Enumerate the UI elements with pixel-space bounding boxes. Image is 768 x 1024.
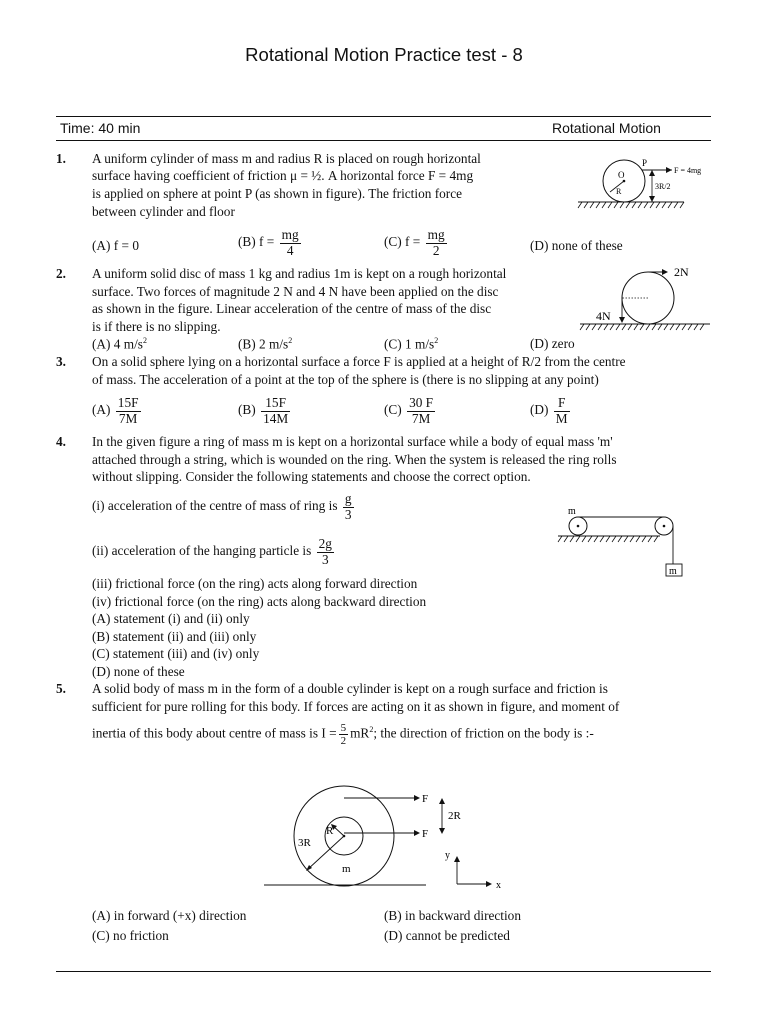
option-c[interactable] — [384, 396, 437, 426]
question-text-line-3 — [92, 722, 594, 747]
question-number: 3. — [56, 354, 66, 369]
height-label: 3R/2 — [655, 182, 671, 191]
question-number: 4. — [56, 434, 66, 449]
option-c[interactable]: (C) statement (iii) and (iv) only — [92, 646, 260, 661]
footer-divider — [56, 971, 711, 972]
formula-exponent: 2 — [369, 725, 374, 735]
option-b[interactable]: (B) in backward direction — [384, 908, 521, 923]
question-number: 5. — [56, 681, 66, 696]
option-b[interactable] — [238, 228, 303, 258]
double-cylinder-figure — [260, 776, 520, 894]
disc-figure — [578, 262, 712, 334]
fraction-numerator: g — [344, 491, 352, 506]
time-label: Time: 40 min — [60, 120, 141, 136]
option-exponent: 2 — [288, 336, 293, 345]
option-a[interactable]: (A) statement (i) and (ii) only — [92, 611, 250, 626]
question-text-line: between cylinder and floor — [92, 204, 235, 219]
block-mass-label: m — [669, 566, 677, 577]
question-text-line: A solid body of mass m in the form of a double cylinder is kept on a rough surface and friction is — [92, 681, 608, 696]
statement-iii: (iii) frictional force (on the ring) acts along forward direction — [92, 576, 418, 591]
option-label: (D) — [530, 402, 549, 418]
option-b[interactable] — [238, 396, 292, 426]
option-d[interactable]: (D) none of these — [92, 664, 185, 679]
statement-ii — [92, 537, 336, 567]
subject-label: Rotational Motion — [552, 120, 661, 136]
mass-label: m — [342, 863, 351, 875]
fraction-denominator: 2 — [432, 242, 440, 258]
question-text-line: On a solid sphere lying on a horizontal surface a force F is applied at a height of R/2 from the centre — [92, 354, 626, 369]
fraction-denominator: M — [555, 410, 568, 426]
point-p-label: P — [642, 158, 648, 168]
x-axis-label: x — [496, 880, 501, 891]
force-4n-label: 4N — [596, 309, 611, 323]
question-text: ; the direction of friction on the body is :- — [373, 725, 594, 741]
fraction-numerator: 15F — [117, 395, 139, 410]
question-number: 1. — [56, 151, 66, 166]
y-axis-label: y — [445, 850, 450, 861]
question-text: inertia of this body about centre of mass is — [92, 725, 318, 741]
question-text-line: attached through a string, which is wounded on the ring. When the system is released the ring rolls — [92, 452, 617, 467]
distance-label: 2R — [448, 810, 461, 822]
option-label: (A) — [92, 402, 111, 418]
option-b[interactable] — [238, 336, 292, 352]
header-divider — [56, 116, 711, 117]
formula-mr: mR — [350, 725, 370, 741]
question-text-line: is if there is no slipping. — [92, 319, 221, 334]
option-a[interactable]: (A) f = 0 — [92, 238, 140, 253]
fraction-denominator: 4 — [286, 242, 294, 258]
question-text-line: surface having coefficient of friction μ = ½. A horizontal force F = 4mg — [92, 168, 474, 183]
force-mid-label: F — [422, 828, 429, 840]
header-divider-bottom — [56, 140, 711, 141]
question-text-line: A uniform solid disc of mass 1 kg and radius 1m is kept on a rough horizontal — [92, 266, 507, 281]
fraction-numerator: 30 F — [409, 395, 434, 410]
force-top-label: F — [422, 793, 429, 805]
page-title: Rotational Motion Practice test - 8 — [245, 44, 523, 65]
question-text-line: In the given figure a ring of mass m is kept on a horizontal surface while a body of equal mass 'm' — [92, 434, 613, 449]
fraction-numerator: 2g — [318, 536, 332, 551]
formula-lhs: I = — [321, 725, 337, 741]
fraction-numerator: mg — [427, 227, 445, 242]
outer-radius-label: 3R — [298, 837, 311, 849]
question-text-line: A uniform cylinder of mass m and radius R is placed on rough horizontal — [92, 151, 481, 166]
fraction-denominator: 14M — [263, 410, 289, 426]
option-exponent: 2 — [434, 336, 439, 345]
force-2n-label: 2N — [674, 265, 689, 279]
question-text-line: is applied on sphere at point P (as shown in figure). The friction force — [92, 186, 463, 201]
option-a[interactable] — [92, 336, 147, 352]
inner-radius-label: R — [326, 825, 334, 837]
option-d[interactable]: (D) zero — [530, 336, 575, 351]
statement-text: (i) acceleration of the centre of mass of ring is — [92, 498, 338, 514]
radius-label: R — [616, 187, 622, 196]
statement-iv: (iv) frictional force (on the ring) acts along backward direction — [92, 594, 427, 609]
option-c[interactable]: (C) no friction — [92, 928, 169, 943]
fraction-denominator: 3 — [321, 551, 329, 567]
question-text-line: of mass. The acceleration of a point at the top of the sphere is (there is no slipping at any point) — [92, 372, 599, 387]
cylinder-figure — [576, 154, 716, 214]
fraction-denominator: 7M — [118, 410, 138, 426]
option-label: (B) f = — [238, 234, 275, 250]
option-b[interactable]: (B) statement (ii) and (iii) only — [92, 629, 257, 644]
ring-pulley-figure — [556, 504, 696, 582]
option-label: (C) 1 m/s — [384, 336, 435, 352]
option-a[interactable]: (A) in forward (+x) direction — [92, 908, 247, 923]
fraction-numerator: F — [554, 396, 570, 412]
question-text-line: without slipping. Consider the following statements and choose the correct option. — [92, 469, 531, 484]
question-text-line: sufficient for pure rolling for this body. If forces are acting on it as shown in figure, and moment of — [92, 699, 620, 714]
statement-i — [92, 492, 356, 522]
center-o-label: O — [618, 170, 625, 180]
ring-mass-label: m — [568, 506, 576, 517]
option-label: (C) — [384, 402, 402, 418]
option-d[interactable]: (D) none of these — [530, 238, 623, 253]
option-d[interactable] — [530, 396, 572, 426]
option-label: (A) 4 m/s — [92, 336, 143, 352]
question-text-line: as shown in the figure. Linear acceleration of the centre of mass of the disc — [92, 301, 492, 316]
question-number: 2. — [56, 266, 66, 281]
fraction-denominator: 3 — [344, 506, 352, 522]
option-a[interactable] — [92, 396, 143, 426]
option-exponent: 2 — [142, 336, 147, 345]
fraction-denominator: 7M — [411, 410, 431, 426]
fraction-numerator: 5 — [340, 722, 347, 734]
fraction-numerator: 15F — [261, 396, 290, 412]
option-d[interactable]: (D) cannot be predicted — [384, 928, 510, 943]
statement-text: (ii) acceleration of the hanging particle is — [92, 543, 312, 559]
option-label: (C) f = — [384, 234, 421, 250]
question-text-line: surface. Two forces of magnitude 2 N and 4 N have been applied on the disc — [92, 284, 499, 299]
option-label: (B) 2 m/s — [238, 336, 289, 352]
option-c[interactable] — [384, 228, 449, 258]
option-c[interactable] — [384, 336, 438, 352]
option-label: (B) — [238, 402, 256, 418]
force-label: F = 4mg — [674, 166, 702, 175]
fraction-numerator: mg — [281, 227, 299, 242]
fraction-denominator: 2 — [340, 735, 347, 748]
